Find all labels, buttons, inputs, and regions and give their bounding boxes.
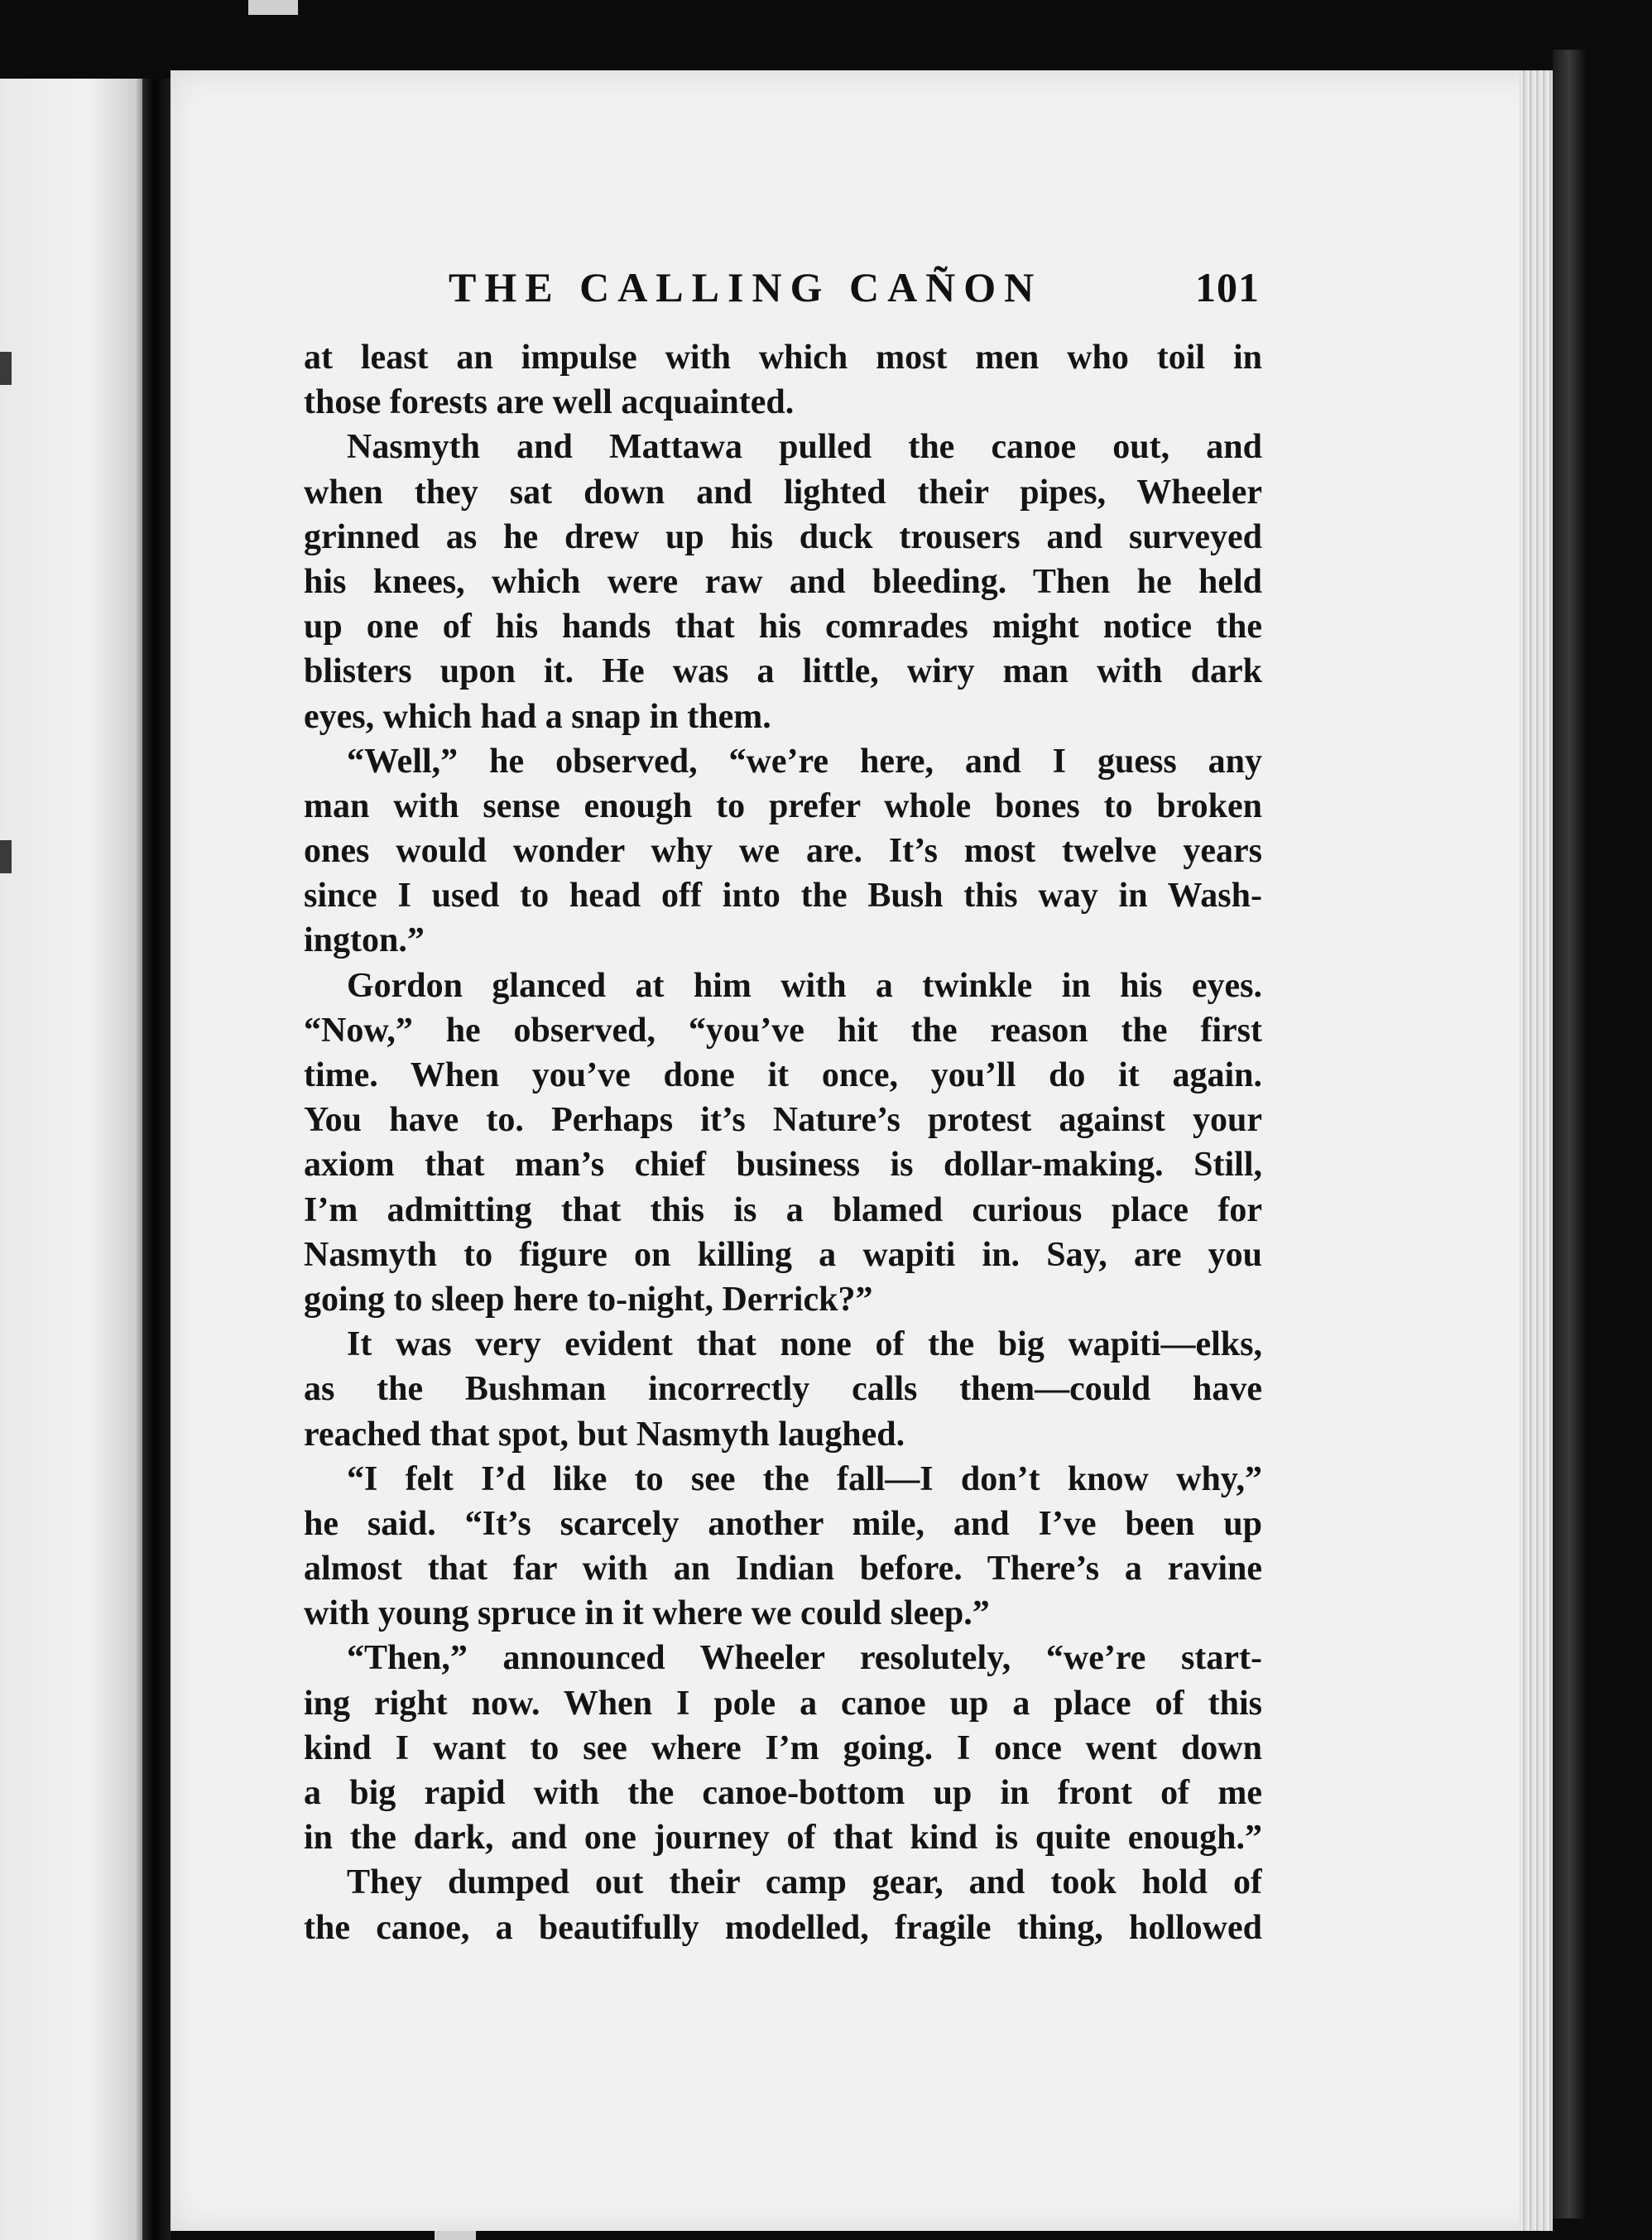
text-line: he said. “It’s scarcely another mile, and I’ve been up	[304, 1504, 1262, 1543]
text-line: Gordon glanced at him with a twinkle in his eyes.	[347, 966, 1262, 1005]
body-text	[304, 335, 1262, 1950]
text-line: up one of his hands that his comrades might notice the	[304, 608, 1262, 647]
text-line: kind I want to see where I’m going. I once went down	[304, 1728, 1262, 1767]
text-line: the canoe, a beautifully modelled, fragile thing, hollowed	[304, 1908, 1262, 1947]
text-line: time. When you’ve done it once, you’ll do it again.	[304, 1056, 1262, 1094]
text-line: They dumped out their camp gear, and took hold of	[347, 1863, 1262, 1902]
scan-speck	[248, 0, 298, 15]
text-line: a big rapid with the canoe-bottom up in front of me	[304, 1774, 1262, 1812]
running-head	[449, 263, 1260, 321]
text-line: I’m admitting that this is a blamed curious place for	[304, 1190, 1262, 1229]
page-mark	[0, 840, 12, 873]
page-mark	[0, 352, 12, 385]
text-line: ones would wonder why we are. It’s most twelve years	[304, 832, 1262, 871]
text-line: “Now,” he observed, “you’ve hit the reason the first	[304, 1011, 1262, 1050]
text-line: ington.”	[304, 921, 425, 960]
text-line: as the Bushman incorrectly calls them—could have	[304, 1370, 1262, 1409]
text-line: going to sleep here to-night, Derrick?”	[304, 1280, 873, 1319]
text-line: at least an impulse with which most men who toil in	[304, 339, 1262, 377]
text-line: reached that spot, but Nasmyth laughed.	[304, 1415, 905, 1454]
text-line: almost that far with an Indian before. There’s a ravine	[304, 1550, 1262, 1589]
text-line: man with sense enough to prefer whole bones to broken	[304, 786, 1262, 825]
text-line: his knees, which were raw and bleeding. Then he held	[304, 562, 1262, 601]
text-line: eyes, which had a snap in them.	[304, 697, 771, 736]
book-gutter	[142, 79, 170, 2240]
text-line: those forests are well acquainted.	[304, 383, 795, 422]
text-line: “I felt I’d like to see the fall—I don’t know why,”	[347, 1459, 1262, 1498]
text-line: when they sat down and lighted their pipes, Wheeler	[304, 473, 1262, 512]
text-line: It was very evident that none of the big wapiti—elks,	[347, 1325, 1262, 1364]
text-line: You have to. Perhaps it’s Nature’s protest against your	[304, 1101, 1262, 1140]
text-line: since I used to head off into the Bush this way in Wash-	[304, 877, 1262, 916]
text-line: blisters upon it. He was a little, wiry man with dark	[304, 652, 1262, 691]
book-outer-edge	[1553, 50, 1586, 2218]
text-line: with young spruce in it where we could sleep.”	[304, 1594, 990, 1633]
text-line: “Then,” announced Wheeler resolutely, “we’re start-	[347, 1639, 1262, 1678]
text-line: axiom that man’s chief business is dollar-making. Still,	[304, 1146, 1262, 1185]
text-line: ing right now. When I pole a canoe up a place of this	[304, 1684, 1262, 1723]
text-line: “Well,” he observed, “we’re here, and I guess any	[347, 742, 1262, 781]
text-line: Nasmyth and Mattawa pulled the canoe out, and	[347, 428, 1262, 467]
page-number: 101	[1195, 264, 1260, 310]
facing-page-edge	[0, 79, 147, 2240]
page-stack-edge	[1520, 70, 1553, 2231]
text-line: in the dark, and one journey of that kind is quite enough.”	[304, 1819, 1262, 1858]
text-line: Nasmyth to figure on killing a wapiti in. Say, are you	[304, 1235, 1262, 1274]
running-title: THE CALLING CAÑON	[449, 264, 1043, 310]
text-line: grinned as he drew up his duck trousers and surveyed	[304, 517, 1262, 556]
